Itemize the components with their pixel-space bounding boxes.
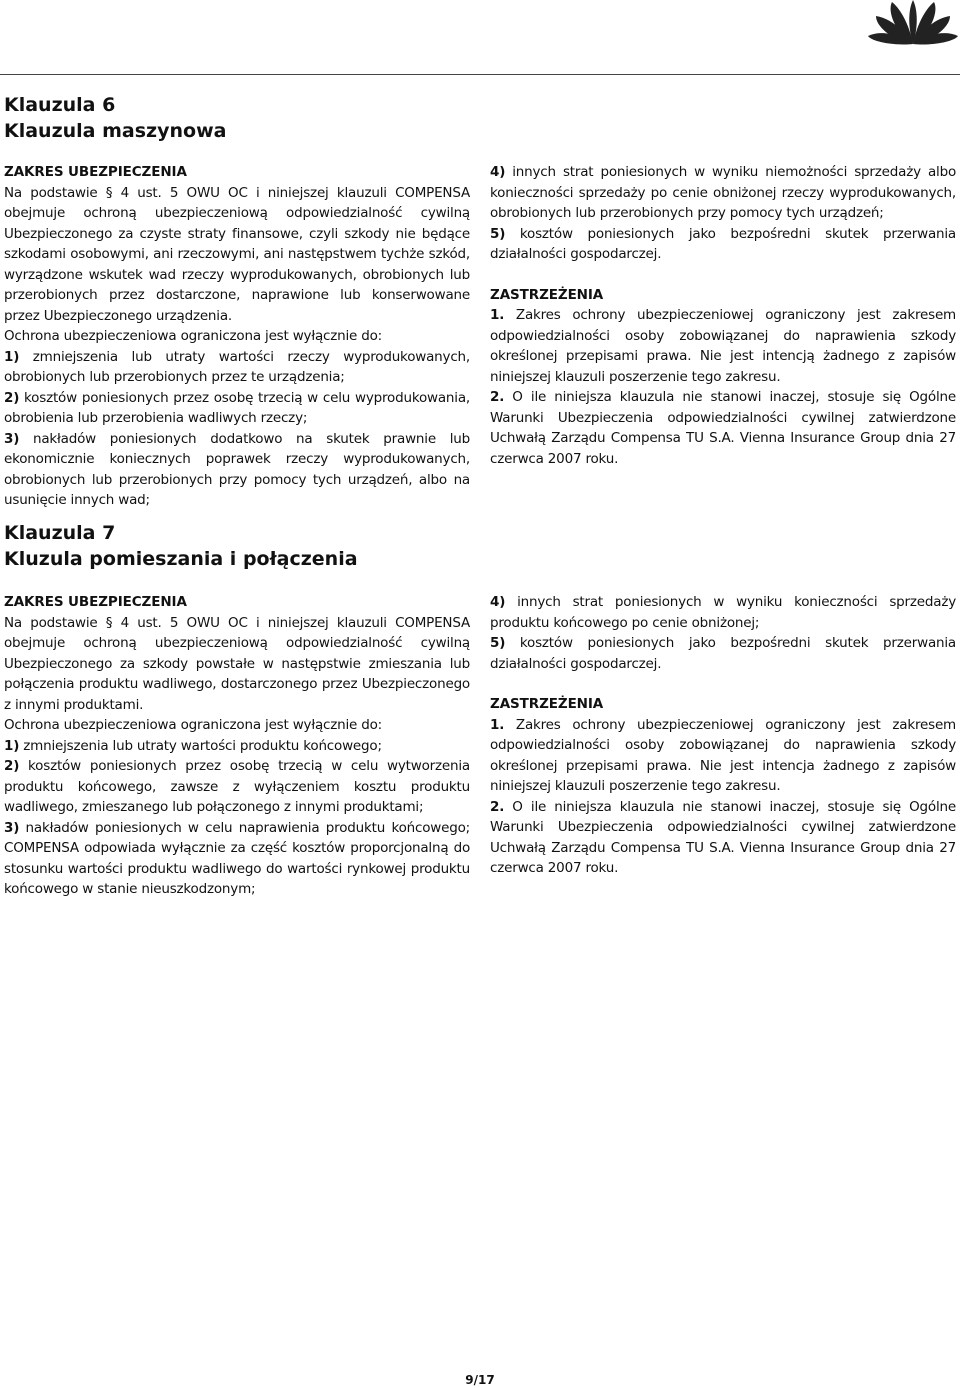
clause7-reservation-1 (490, 715, 956, 797)
header-rule (0, 74, 960, 75)
clause6-title (4, 92, 226, 144)
clause7-scope-heading: ZAKRES UBEZPIECZENIA (4, 594, 187, 610)
clause6-right-column (490, 162, 956, 469)
item-number: 1) (4, 348, 20, 365)
clause7-left-column (4, 592, 470, 900)
reservation-text: Zakres ochrony ubezpieczeniowej ograniczony jest zakresem odpowiedzialności osoby zobowiązanej do naprawienia szkody określonej przepisami prawa. Nie jest intencją żadnego z zapisów niniejszej klauzuli poszerzenie tego zakresu. (490, 307, 956, 385)
clause7-reservation-2 (490, 797, 956, 879)
item-number: 4) (490, 164, 506, 180)
reservation-number: 1. (490, 716, 505, 733)
item-text: kosztów poniesionych przez osobę trzecią w celu wytworzenia produktu końcowego, zawsze z wyłączeniem kosztu produktu wadliwego, zmieszanego lub połączonego z innymi produktami; (4, 758, 470, 815)
item-text: kosztów poniesionych jako bezpośredni skutek przerwania działalności gospodarczej. (490, 635, 956, 672)
reservation-text: O ile niniejsza klauzula nie stanowi inaczej, stosuje się Ogólne Warunki Ubezpieczenia odpowiedzialności cywilnej zatwierdzone Uchwałą Zarządu Compensa TU S.A. Vienna Insurance Group dnia 27 czerwca 2007 roku. (490, 798, 956, 876)
item-number: 3) (4, 430, 20, 447)
clause6-scope-heading: ZAKRES UBEZPIECZENIA (4, 164, 187, 180)
clause6-item-2 (4, 388, 470, 429)
clause6-title-line2: Klauzula maszynowa (4, 120, 227, 142)
item-number: 5) (490, 635, 506, 651)
clause7-item-4 (490, 592, 956, 633)
item-text: zmniejszenia lub utraty wartości produktu końcowego; (23, 737, 382, 754)
clause7-title-line1: Klauzula 7 (4, 522, 116, 544)
clause6-title-line1: Klauzula 6 (4, 94, 116, 116)
reservation-number: 2. (490, 389, 505, 405)
clause6-item-4 (490, 162, 956, 224)
compensa-logo-icon (866, 0, 960, 46)
item-text: kosztów poniesionych jako bezpośredni skutek przerwania działalności gospodarczej. (490, 225, 956, 262)
reservation-text: O ile niniejsza klauzula nie stanowi inaczej, stosuje się Ogólne Warunki Ubezpieczenia odpowiedzialności cywilnej zatwierdzone Uchwałą Zarządu Compensa TU S.A. Vienna Insurance Group dnia 27 czerwca 2007 roku. (490, 389, 956, 467)
reservation-text: Zakres ochrony ubezpieczeniowej ograniczony jest zakresem odpowiedzialności osoby zobowiązanej do naprawienia szkody określonej przepisami prawa. Nie jest intencja żadnego z zapisów niniejszej klauzuli poszerzenie tego zakresu. (490, 716, 956, 794)
item-number: 3) (4, 819, 20, 836)
clause7-reservations-heading: ZASTRZEŻENIA (490, 696, 604, 712)
item-text: nakładów poniesionych dodatkowo na skutek prawnie lub ekonomicznie koniecznych poprawek rzeczy wyprodukowanych, obrobionych lub przerobionych przy pomocy tych urządzeń, albo na usunięcie innych wad; (4, 430, 470, 508)
clause7-intro: Na podstawie § 4 ust. 5 OWU OC i niniejszej klauzuli COMPENSA obejmuje ochroną ubezpieczeniową odpowiedzialność cywilną Ubezpieczonego za szkody powstałe w następstwie zmieszania lub połączenia produktu wadliwego, dostarczonego przez Ubezpieczonego z innymi produktami. (4, 614, 470, 713)
reservation-number: 1. (490, 307, 505, 323)
item-text: zmniejszenia lub utraty wartości rzeczy wyprodukowanych, obrobionych lub przerobionych przez te urządzenia; (4, 348, 470, 385)
item-number: 2) (4, 758, 20, 774)
clause7-title-line2: Kluzula pomieszania i połączenia (4, 548, 358, 570)
clause6-intro: Na podstawie § 4 ust. 5 OWU OC i niniejszej klauzuli COMPENSA obejmuje ochroną ubezpieczeniową odpowiedzialność cywilną Ubezpieczonego za czyste straty finansowe, czyli szkody nie będące szkodami osobowymi, ani rzeczowymi, ani następstwem tychże szkód, wyrządzone wskutek wad rzeczy wyprodukowanych, obrobionych lub przerobionych przez dostarczone, naprawione lub konserwowane przez Ubezpieczonego urządzenia. (4, 184, 470, 324)
clause6-left-column (4, 162, 470, 511)
clause6-reservation-2 (490, 387, 956, 469)
clause6-item-3 (4, 429, 470, 511)
item-number: 2) (4, 389, 20, 406)
reservation-number: 2. (490, 798, 505, 815)
item-text: nakładów poniesionych w celu naprawienia produktu końcowego; COMPENSA odpowiada wyłącznie za część kosztów proporcjonalną do stosunku wartości produktu wadliwego do wartości rynkowej produktu końcowego w stanie nieuszkodzonym; (4, 819, 470, 897)
clause7-item-5 (490, 633, 956, 674)
page-number: 9/17 (465, 1373, 495, 1387)
clause6-item-5 (490, 224, 956, 265)
clause7-item-1 (4, 736, 470, 757)
clause7-limit-intro: Ochrona ubezpieczeniowa ograniczona jest wyłącznie do: (4, 717, 383, 733)
item-text: innych strat poniesionych w wyniku konieczności sprzedaży produktu końcowego po cenie obniżonej; (490, 594, 957, 631)
clause7-item-3 (4, 818, 470, 900)
clause7-title (4, 520, 358, 572)
item-number: 5) (490, 225, 506, 242)
clause6-reservation-1 (490, 305, 956, 387)
item-text: kosztów poniesionych przez osobę trzecią w celu wyprodukowania, obrobienia lub przerobienia wadliwych rzeczy; (4, 389, 471, 426)
clause7-right-column (490, 592, 956, 879)
clause7-item-2 (4, 756, 470, 818)
clause6-limit-intro: Ochrona ubezpieczeniowa ograniczona jest wyłącznie do: (4, 328, 383, 344)
clause6-reservations-heading: ZASTRZEŻENIA (490, 286, 604, 303)
item-text: innych strat poniesionych w wyniku niemożności sprzedaży albo konieczności sprzedaży po cenie obniżonej rzeczy wyprodukowanych, obrobionych lub przerobionych przy pomocy tych urządzeń; (490, 164, 957, 221)
item-number: 4) (490, 594, 506, 610)
item-number: 1) (4, 737, 20, 754)
clause6-item-1 (4, 347, 470, 388)
